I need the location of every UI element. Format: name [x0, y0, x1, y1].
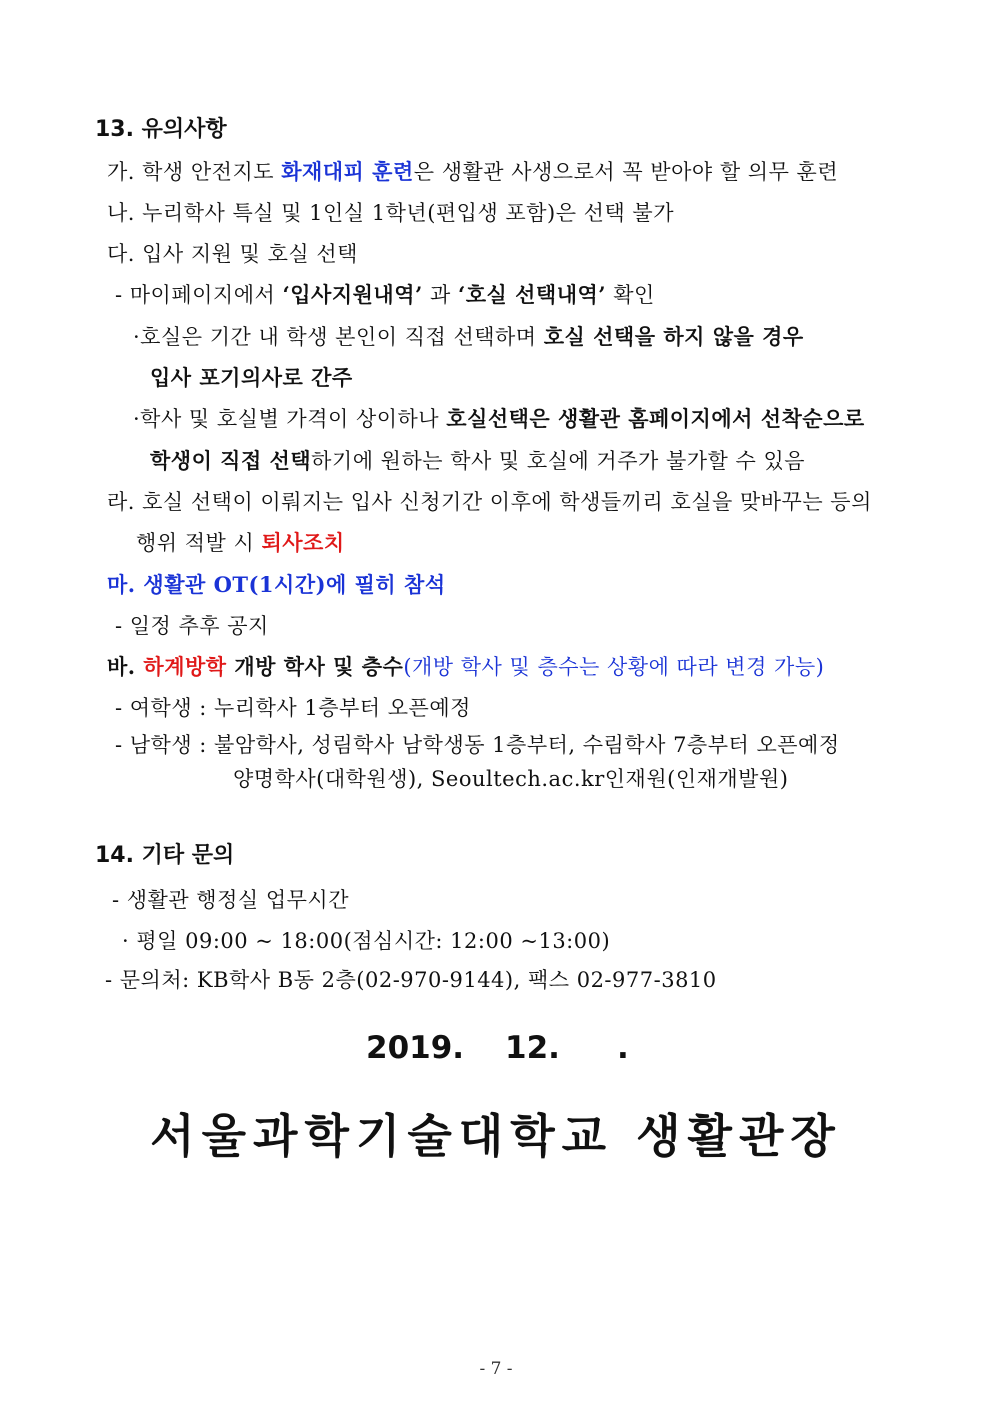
open-dorms-label: 개방 학사 및 층수 — [226, 654, 404, 679]
da-sub-prefix: - 마이페이지에서 — [115, 283, 283, 307]
item-ra-prefix: 행위 적발 시 — [136, 531, 262, 555]
male-students-line-2: 양명학사(대학원생), Seoultech.ac.kr인재원(인재개발원) — [233, 767, 789, 791]
signature: 서울과학기술대학교 생활관장 — [150, 1109, 842, 1163]
item-na: 나. 누리학사 특실 및 1인실 1학년(편입생 포함)은 선택 불가 — [107, 201, 674, 225]
date-year: 2019. — [366, 1030, 465, 1066]
da-bullet-2-bold-2: 학생이 직접 선택 — [150, 448, 312, 473]
section-14-heading: 14. 기타 문의 — [95, 843, 235, 868]
date-month: 12. — [505, 1030, 560, 1066]
fire-drill-highlight: 화재대피 훈련 — [281, 159, 414, 184]
da-sub-mid: 과 — [422, 283, 458, 307]
summer-vacation-highlight: 하계방학 — [143, 654, 227, 679]
da-bullet-2-continued — [150, 447, 805, 475]
item-ra-line-1: 라. 호실 선택이 이뤄지는 입사 신청기간 이후에 학생들끼리 호실을 맞바꾸는 등의 — [107, 490, 872, 514]
da-bullet-1-continued: 입사 포기의사로 간주 — [150, 365, 353, 390]
page-number: - 7 - — [479, 1359, 513, 1379]
item-ga-prefix: 가. 학생 안전지도 — [107, 160, 282, 184]
da-bullet-2-prefix: ·학사 및 호실별 가격이 상이하나 — [133, 407, 447, 431]
da-bullet-1 — [133, 323, 804, 351]
item-ra-line-2 — [136, 529, 345, 557]
issue-date — [0, 1028, 992, 1068]
office-hours-title: - 생활관 행정실 업무시간 — [112, 888, 349, 912]
item-ba-title — [107, 653, 824, 681]
da-sub-suffix: 확인 — [606, 283, 655, 307]
section-13-heading: 13. 유의사항 — [95, 117, 227, 142]
item-ga — [107, 158, 838, 186]
da-bullet-2 — [133, 405, 865, 433]
da-bullet-1-prefix: ·호실은 기간 내 학생 본인이 직접 선택하며 — [133, 325, 544, 349]
item-ma-title: 마. 생활관 OT(1시간)에 필히 참석 — [107, 572, 446, 597]
item-ba-prefix: 바. — [107, 654, 144, 679]
expulsion-highlight: 퇴사조치 — [261, 530, 345, 555]
change-notice: (개방 학사 및 층수는 상황에 따라 변경 가능) — [403, 655, 825, 679]
item-ma-sub: - 일정 추후 공지 — [115, 614, 269, 638]
room-selection-quote: ‘호실 선택내역’ — [457, 282, 607, 307]
female-students-line: - 여학생 : 누리학사 1층부터 오픈예정 — [115, 696, 471, 720]
item-da-title: 다. 입사 지원 및 호실 선택 — [107, 242, 358, 266]
item-da-sub — [115, 281, 655, 309]
application-history-quote: ‘입사지원내역’ — [282, 282, 423, 307]
date-day: . — [617, 1030, 629, 1066]
male-students-line: - 남학생 : 불암학사, 성림학사 남학생동 1층부터, 수림학사 7층부터 오픈예정 — [115, 733, 840, 757]
da-bullet-2-bold: 호실선택은 생활관 홈페이지에서 선착순으로 — [446, 406, 865, 431]
item-ga-suffix: 은 생활관 사생으로서 꼭 받아야 할 의무 훈련 — [413, 160, 839, 184]
contact-info: - 문의처: KB학사 B동 2층(02-970-9144), 팩스 02-977-3810 — [105, 968, 717, 992]
da-bullet-1-bold: 호실 선택을 하지 않을 경우 — [543, 324, 804, 349]
office-hours: · 평일 09:00 ~ 18:00(점심시간: 12:00 ~13:00) — [122, 929, 611, 953]
da-bullet-2-suffix: 하기에 원하는 학사 및 호실에 거주가 불가할 수 있음 — [311, 449, 806, 473]
